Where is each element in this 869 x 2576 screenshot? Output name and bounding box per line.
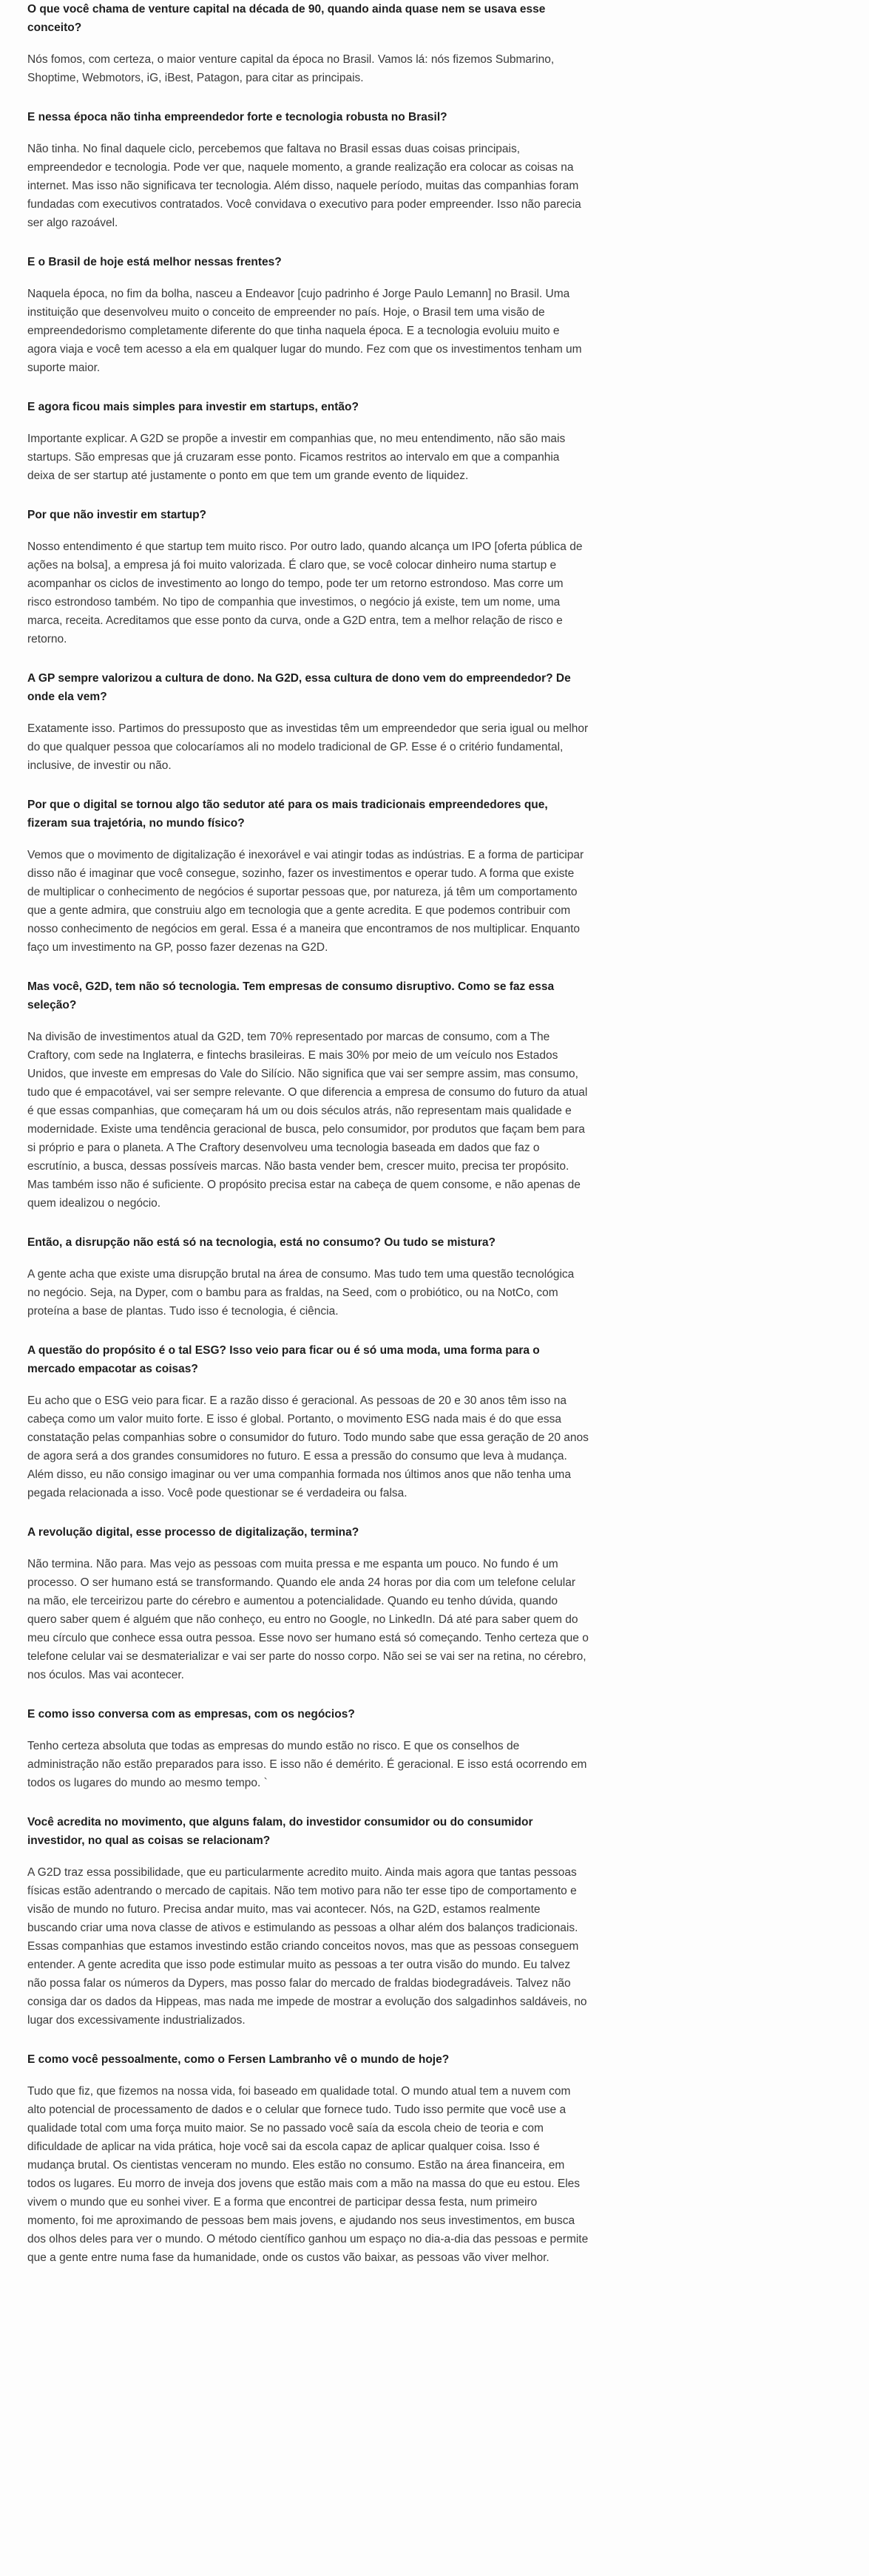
interview-answer: Tenho certeza absoluta que todas as empresas do mundo estão no risco. E que os conselhos de administração não estão preparados para isso. E isso não é demérito. É geracional. E isso está ocorrendo em todos os lugares do mundo ao mesmo tempo. ` — [27, 1740, 587, 1789]
interview-question: A revolução digital, esse processo de digitalização, termina? — [27, 1526, 359, 1539]
qa-block — [27, 796, 589, 957]
interview-question: O que você chama de venture capital na década de 90, quando ainda quase nem se usava esse conceito? — [27, 3, 546, 34]
interview-question: Você acredita no movimento, que alguns falam, do investidor consumidor ou do consumidor investidor, no qual as coisas se relacionam? — [27, 1816, 533, 1847]
qa-block — [27, 1233, 589, 1321]
interview-answer: A gente acha que existe uma disrupção brutal na área de consumo. Mas tudo tem uma questão tecnológica no negócio. Seja, na Dyper, com o bambu para as fraldas, na Seed, com o probiótico, ou na NotCo, com proteína a base de plantas. Tudo isso é tecnologia, é ciência. — [27, 1268, 575, 1318]
interview-answer: Vemos que o movimento de digitalização é inexorável e vai atingir todas as indústrias. E a forma de participar disso não é imaginar que você consegue, sozinho, fazer os investimentos e operar tudo. A forma que existe de multiplicar o conhecimento de negócios é suportar pessoas que, por natureza, já têm um comportamento que a gente admira, que construiu algo em tecnologia que a gente acredita. E que podemos contribuir com nosso conhecimento de negócios em geral. Essa é a maneira que encontramos de nos multiplicar. Enquanto faço um investimento na GP, posso fazer dezenas na G2D. — [27, 849, 584, 954]
interview-answer: Tudo que fiz, que fizemos na nossa vida, foi baseado em qualidade total. O mundo atual tem a nuvem com alto potencial de processamento de dados e o celular que fornece tudo. Tudo isso permite que você use a qualidade total com uma força muito maior. Se no passado você saía da escola cheio de teoria e com dificuldade de aplicar na vida prática, hoje você sai da escola capaz de aplicar qualquer coisa. Isso é mudança brutal. Os cientistas venceram no mundo. Eles estão no consumo. Estão na área financeira, em todos os lugares. Eu morro de inveja dos jovens que estão mais com a mão na massa do que eu estou. Eles vivem o mundo que eu sonhei viver. E a forma que encontrei de participar dessa festa, num primeiro momento, foi me aproximando de pessoas bem mais jovens, e ajudando nos seus investimentos, em busca dos olhos deles para ver o mundo. O método científico ganhou um espaço no dia-a-dia das pessoas e permite que a gente entre numa fase da humanidade, onde os custos vão baixar, as pessoas vão viver melhor. — [27, 2085, 589, 2264]
interview-question: Então, a disrupção não está só na tecnologia, está no consumo? Ou tudo se mistura? — [27, 1236, 496, 1249]
interview-answer: Nós fomos, com certeza, o maior venture capital da época no Brasil. Vamos lá: nós fizemos Submarino, Shoptime, Webmotors, iG, iBest, Patagon, para citar as principais. — [27, 53, 555, 84]
interview-question: E como você pessoalmente, como o Fersen Lambranho vê o mundo de hoje? — [27, 2053, 450, 2066]
qa-block — [27, 108, 589, 232]
interview-question: E como isso conversa com as empresas, com os negócios? — [27, 1708, 355, 1721]
interview-question: A GP sempre valorizou a cultura de dono. Na G2D, essa cultura de dono vem do empreendedor? De onde ela vem? — [27, 672, 571, 703]
interview-question: Mas você, G2D, tem não só tecnologia. Tem empresas de consumo disruptivo. Como se faz essa seleção? — [27, 980, 555, 1011]
interview-answer: Nosso entendimento é que startup tem muito risco. Por outro lado, quando alcança um IPO [oferta pública de ações na bolsa], a empresa já foi muito valorizada. É claro que, se você colocar dinheiro numa startup e acompanhar os ciclos de investimento ao longo do tempo, pode ter um retorno estrondoso. Mas corre um risco estrondoso também. No tipo de companhia que investimos, o negócio já existe, tem um nome, uma marca, receita. Acreditamos que esse ponto da curva, onde a G2D entra, tem a melhor relação de risco e retorno. — [27, 540, 583, 645]
interview-answer: Na divisão de investimentos atual da G2D, tem 70% representado por marcas de consumo, com a The Craftory, com sede na Inglaterra, e fintechs brasileiras. E mais 30% por meio de um veículo nos Estados Unidos, que investe em empresas do Vale do Silício. Não significa que vai ser sempre assim, mas consumo, tudo que é empacotável, vai ser sempre relevante. O que diferencia a empresa de consumo do futuro da atual é que essas companhias, que começaram há um ou dois séculos atrás, não representam mais qualidade e modernidade. Existe uma tendência geracional de busca, pelo consumidor, por produtos que façam bem para si próprio e para o planeta. A The Craftory desenvolveu uma tecnologia baseada em dados que faz o escrutínio, a busca, dessas possíveis marcas. Não basta vender bem, crescer muito, precisa ter propósito. Mas também isso não é suficiente. O propósito precisa estar na cabeça de quem consome, e não apenas de quem idealizou o negócio. — [27, 1031, 588, 1210]
qa-block — [27, 1705, 589, 1792]
qa-block — [27, 1341, 589, 1502]
qa-block — [27, 2050, 589, 2267]
qa-block — [27, 0, 589, 87]
interview-question: E agora ficou mais simples para investir em startups, então? — [27, 401, 359, 413]
interview-question: A questão do propósito é o tal ESG? Isso veio para ficar ou é só uma moda, uma forma para o mercado empacotar as coisas? — [27, 1344, 540, 1375]
interview-answer: Não termina. Não para. Mas vejo as pessoas com muita pressa e me espanta um pouco. No fundo é um processo. O ser humano está se transformando. Quando ele anda 24 horas por dia com um telefone celular na mão, ele terceirizou parte do cérebro e aumentou a potencialidade. Quando eu tenho dúvida, quando quero saber quem é alguém que não conheço, eu entro no Google, no LinkedIn. Dá até para saber quem do meu círculo que conhece essa outra pessoa. Esse novo ser humano está só começando. Tenho certeza que o telefone celular vai se desmaterializar e vai ser parte do nosso corpo. Não sei se vai ser na retina, no cérebro, nos óculos. Mas vai acontecer. — [27, 1558, 589, 1681]
qa-block — [27, 506, 589, 648]
interview-answer: Naquela época, no fim da bolha, nasceu a Endeavor [cujo padrinho é Jorge Paulo Lemann] no Brasil. Uma instituição que desenvolveu muito o conceito de empreender no país. Hoje, o Brasil tem uma visão de empreendedorismo completamente diferente do que tinha naquela época. E a tecnologia evoluiu muito e agora viaja e você tem acesso a ela em qualquer lugar do mundo. Fez com que os investimentos tenham um suporte maior. — [27, 288, 582, 374]
qa-block — [27, 398, 589, 485]
interview-question: Por que não investir em startup? — [27, 509, 207, 521]
interview-question: Por que o digital se tornou algo tão sedutor até para os mais tradicionais empreendedores que, fizeram sua trajetória, no mundo físico? — [27, 799, 548, 830]
qa-block — [27, 253, 589, 377]
article-body — [27, 0, 589, 2267]
interview-question: E o Brasil de hoje está melhor nessas frentes? — [27, 256, 282, 268]
interview-answer: Não tinha. No final daquele ciclo, percebemos que faltava no Brasil essas duas coisas principais, empreendedor e tecnologia. Pode ver que, naquele momento, a grande realização era colocar as coisas na internet. Mas isso não significava ter tecnologia. Além disso, naquele período, muitas das companhias foram fundadas com executivos contratados. Você convidava o executivo para poder empreender. Isso não parecia ser algo razoável. — [27, 143, 581, 229]
qa-block — [27, 1813, 589, 2030]
interview-answer: Importante explicar. A G2D se propõe a investir em companhias que, no meu entendimento, não são mais startups. São empresas que já cruzaram esse ponto. Ficamos restritos ao intervalo em que a companhia deixa de ser startup até justamente o ponto em que tem um grande evento de liquidez. — [27, 433, 566, 482]
interview-question: E nessa época não tinha empreendedor forte e tecnologia robusta no Brasil? — [27, 111, 447, 123]
interview-answer: A G2D traz essa possibilidade, que eu particularmente acredito muito. Ainda mais agora que tantas pessoas físicas estão adentrando o mercado de capitais. Não tem motivo para não ter esse tipo de comportamento e visão de mundo no futuro. Precisa andar muito, mas vai acontecer. Nós, na G2D, estamos realmente buscando criar uma nova classe de ativos e estimulando as pessoas a olhar além dos balanços tradicionais. Essas companhias que estamos investindo estão criando conceitos novos, mas que as pessoas conseguem entender. A gente acredita que isso pode estimular muito as pessoas a ter outra visão do mundo. Eu talvez não possa falar os números da Dypers, mas posso falar do mercado de fraldas biodegradáveis. Talvez não consiga dar os dados da Hippeas, mas nada me impede de mostrar a evolução dos salgadinhos saldáveis, no lugar dos excessivamente industrializados. — [27, 1866, 587, 2027]
interview-answer: Exatamente isso. Partimos do pressuposto que as investidas têm um empreendedor que seria igual ou melhor do que qualquer pessoa que colocaríamos ali no modelo tradicional de GP. Esse é o critério fundamental, inclusive, de investir ou não. — [27, 722, 589, 772]
qa-block — [27, 1523, 589, 1684]
qa-block — [27, 977, 589, 1213]
qa-block — [27, 669, 589, 775]
interview-answer: Eu acho que o ESG veio para ficar. E a razão disso é geracional. As pessoas de 20 e 30 anos têm isso na cabeça como um valor muito forte. E isso é global. Portanto, o movimento ESG nada mais é do que essa constatação pelas companhias sobre o consumidor do futuro. Todo mundo sabe que essa geração de 20 anos de agora será a dos grandes consumidores no futuro. E essa a pressão do consumo que leva à mudança. Além disso, eu não consigo imaginar ou ver uma companhia formada nos últimos anos que não tenha uma pegada relacionada a isso. Você pode questionar se é verdadeira ou falsa. — [27, 1394, 589, 1499]
